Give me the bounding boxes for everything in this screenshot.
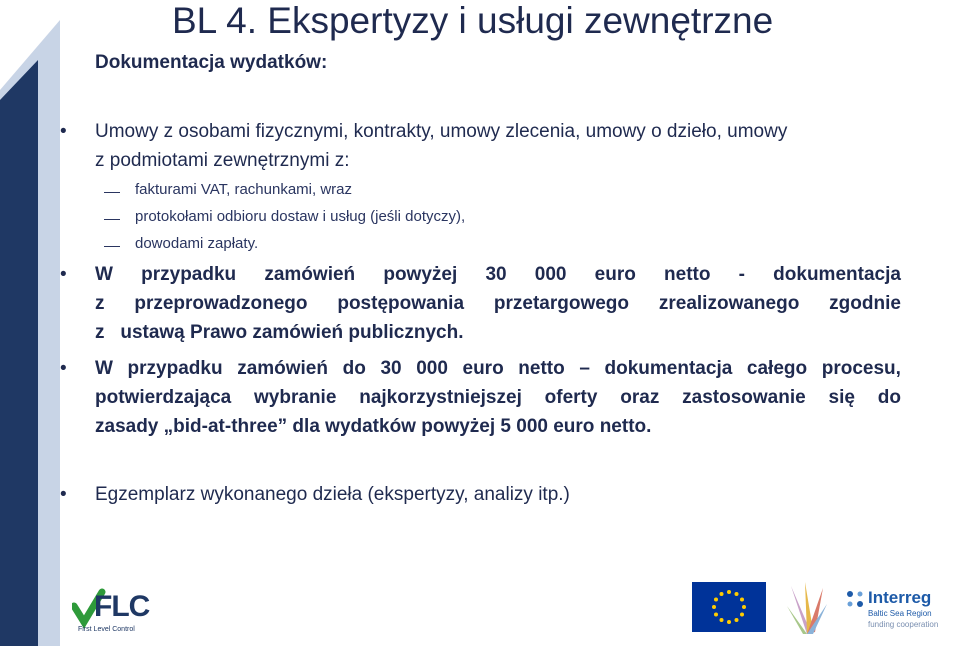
word: z [95,293,105,314]
word: postępowania [337,293,465,314]
bullet-4: Egzemplarz wykonanego dzieła (ekspertyzy, analizy itp.) [95,484,570,505]
word: przypadku [141,264,237,285]
word: przetargowego [493,293,630,314]
interreg-name: Interreg [868,588,932,607]
word: powyżej [383,264,458,285]
bullet-1-line-1: Umowy z osobami fizycznymi, kontrakty, umowy zlecenia, umowy o dzieło, umowy [95,121,788,142]
sub-item-1: fakturami VAT, rachunkami, wraz [135,181,353,198]
word: euro [594,264,636,285]
sub-dash [104,219,120,220]
bullet-1-line-2: z podmiotami zewnętrznymi z: [95,150,350,171]
word: się [828,387,855,408]
word: netto [518,358,565,379]
spark-icon [783,578,831,636]
word: do [342,358,366,379]
eu-star [742,605,746,609]
word: 000 [534,264,567,285]
slide-title: BL 4. Ekspertyzy i usługi zewnętrzne [172,0,774,41]
eu-star [727,620,731,624]
word: zgodnie [829,293,901,314]
flc-logo-text: FLC [94,590,150,623]
word: najkorzystniejszej [359,387,522,408]
sub-dash [104,192,120,193]
word: przypadku [127,358,223,379]
eu-star [714,613,718,617]
sub-dash [104,246,120,247]
bullet-2-line-3: z ustawą Prawo zamówień publicznych. [95,322,464,343]
word: W [95,358,113,379]
bullet-dot: • [60,484,67,505]
interreg-dots-icon [844,588,866,610]
word: zamówień [264,264,356,285]
interreg-tagline: funding cooperation [868,620,939,629]
word: zamówień [237,358,328,379]
word: przeprowadzonego [134,293,308,314]
flc-logo-caption: First Level Control [78,626,135,633]
sub-item-3: dowodami zapłaty. [135,235,259,252]
flc-logo [72,588,162,636]
eu-star [727,590,731,594]
eu-star [720,592,724,596]
word: potwierdzająca [95,387,232,408]
bullet-3-line-3: zasady „bid-at-three” dla wydatków powyżej 5 000 euro netto. [95,416,652,437]
bullet-dot: • [60,358,67,379]
word: zrealizowanego [658,293,800,314]
interreg-logo [844,584,944,634]
interreg-region: Baltic Sea Region [868,609,932,618]
word: zastosowanie [682,387,806,408]
word: 000 [416,358,448,379]
eu-star [712,605,716,609]
word: oferty [544,387,598,408]
word: wybranie [254,387,337,408]
eu-star [740,613,744,617]
word: do [877,387,901,408]
bullet-3-line-2 [95,387,901,409]
word: - [738,264,745,285]
eu-star [740,598,744,602]
bullet-dot: • [60,121,67,142]
word: procesu, [821,358,901,379]
bullet-3-line-1 [95,358,901,380]
word: W [95,264,113,285]
bullet-2-line-2 [95,293,901,315]
word: dokumentacja [604,358,733,379]
bullet-2-line-1 [95,264,901,286]
word: 30 [485,264,507,285]
eu-flag-icon [692,582,766,632]
sub-item-2: protokołami odbioru dostaw i usług (jeśli dotyczy), [135,208,466,225]
word: – [579,358,590,379]
eu-star [714,598,718,602]
eu-star [720,618,724,622]
slide-subtitle: Dokumentacja wydatków: [95,52,328,73]
word: 30 [380,358,402,379]
word: euro [462,358,504,379]
eu-star [735,592,739,596]
bullet-dot: • [60,264,67,285]
word: netto [664,264,711,285]
word: dokumentacja [773,264,901,285]
left-decoration [0,0,60,646]
word: całego [746,358,808,379]
word: oraz [620,387,660,408]
eu-star [735,618,739,622]
